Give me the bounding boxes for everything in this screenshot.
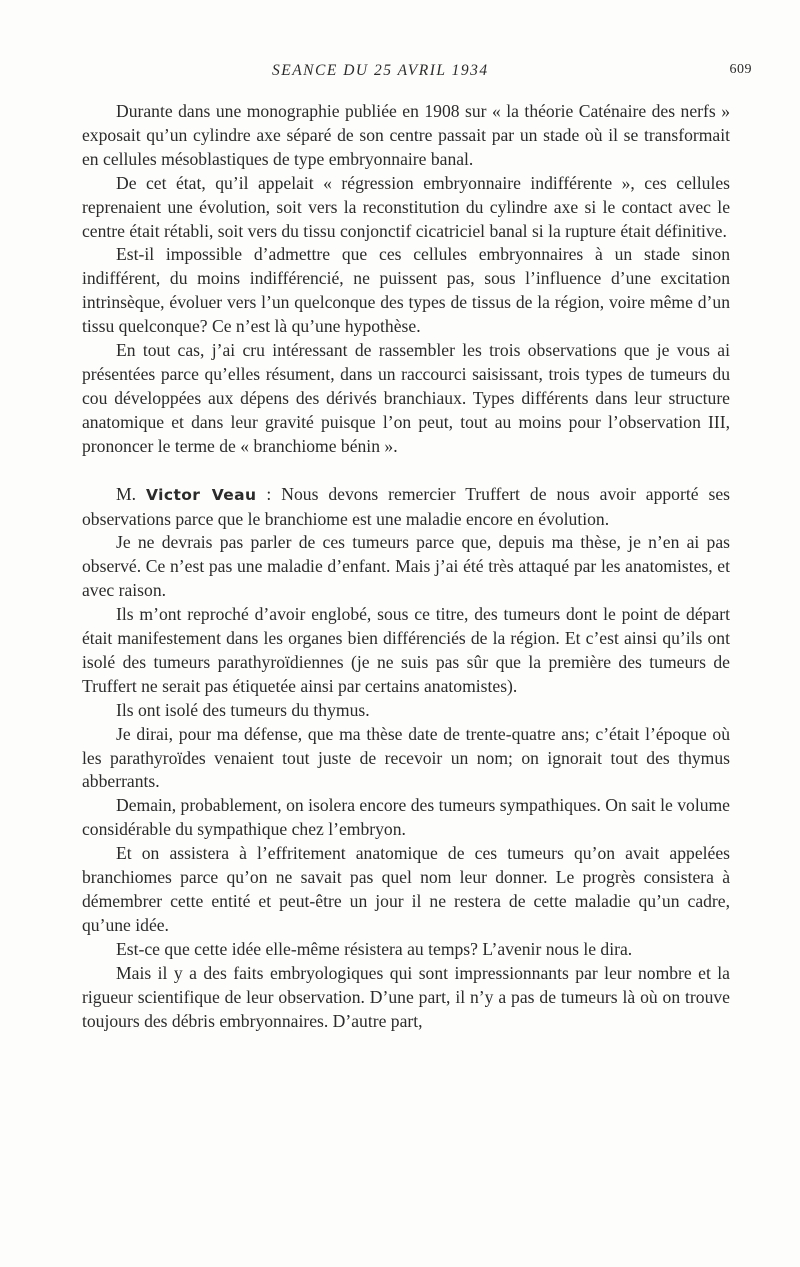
section-gap: [82, 459, 730, 483]
header-title: SEANCE DU 25 AVRIL 1934: [272, 62, 489, 79]
paragraph: Est-il impossible d’admettre que ces cellules embryonnaires à un stade sinon indifférent, du moins indifférencié, ne puissent pas, sous l’influence d’une excitation intrinsèque, évoluer vers l’un quelconque des types de tissus de la région, voire même d’un tissu quelconque? Ce n’est là qu’une hypothèse.: [82, 244, 730, 337]
paragraph: Ils m’ont reproché d’avoir englobé, sous ce titre, des tumeurs dont le point de départ était manifestement dans les organes bien différenciés de la région. Et c’est ainsi qu’ils ont isolé des tumeurs parathyroïdiennes (je ne suis pas sûr que la première des tumeurs de Truffert ne serait pas étiquetée ainsi par certains anatomistes).: [82, 604, 730, 696]
speaker-prefix: M.: [116, 483, 137, 504]
speaker-name: Victor Veau: [146, 485, 257, 504]
page-number: 609: [729, 62, 752, 77]
paragraph: Et on assistera à l’effritement anatomique de ces tumeurs qu’on avait appelées branchiomes parce qu’on ne savait pas quel nom leur donner. Le progrès consistera à démembrer cette entité et peut-être un jour il ne restera de cette maladie qu’un cadre, qu’une idée.: [82, 843, 730, 935]
paragraph: Demain, probablement, on isolera encore des tumeurs sympathiques. On sait le volume considérable du sympathique chez l’embryon.: [82, 795, 730, 840]
paragraph: Je dirai, pour ma défense, que ma thèse date de trente-quatre ans; c’était l’époque où les parathyroïdes venaient tout juste de recevoir un nom; on ignorait tout des thymus abberrants.: [82, 723, 730, 792]
paragraph: Je ne devrais pas parler de ces tumeurs parce que, depuis ma thèse, je n’en ai pas observé. Ce n’est pas une maladie d’enfant. Mais j’ai été très attaqué par les anatomistes, et avec raison.: [82, 532, 730, 601]
paragraph: Ils ont isolé des tumeurs du thymus.: [116, 699, 370, 720]
paragraph: Mais il y a des faits embryologiques qui sont impressionnants par leur nombre et la rigueur scientifique de leur observation. D’une part, il n’y a pas de tumeurs là où on trouve toujours des débris embryonnaires. D’autre part,: [82, 962, 730, 1031]
running-header: [82, 58, 752, 88]
page: [82, 58, 752, 1033]
speaker-paragraph: [82, 483, 730, 532]
body-text: [82, 100, 730, 1033]
paragraph: En tout cas, j’ai cru intéressant de rassembler les trois observations que je vous ai présentées parce qu’elles résument, dans un raccourci saisissant, trois types de tumeurs du cou développées aux dépens des dérivés branchiaux. Types différents dans leur structure anatomique et dans leur gravité puisque l’on peut, tout au moins pour l’observation III, prononcer le terme de « branchiome bénin ».: [82, 340, 730, 456]
paragraph: Durante dans une monographie publiée en 1908 sur « la théorie Caténaire des nerfs » exposait qu’un cylindre axe séparé de son centre passait par un stade où il se transformait en cellules mésoblastiques de type embryonnaire banal.: [82, 101, 730, 169]
paragraph: De cet état, qu’il appelait « régression embryonnaire indifférente », ces cellules reprenaient une évolution, soit vers la reconstitution du cylindre axe si le contact avec le centre était rétabli, soit vers du tissu conjonctif cicatriciel banal si la rupture était définitive.: [82, 172, 730, 241]
speaker-intro-text: : Nous devons remercier Truffert de nous avoir apporté ses observations parce que le branchiome est une maladie encore en évolution.: [82, 483, 730, 529]
paragraph: Est-ce que cette idée elle-même résistera au temps? L’avenir nous le dira.: [116, 938, 633, 959]
